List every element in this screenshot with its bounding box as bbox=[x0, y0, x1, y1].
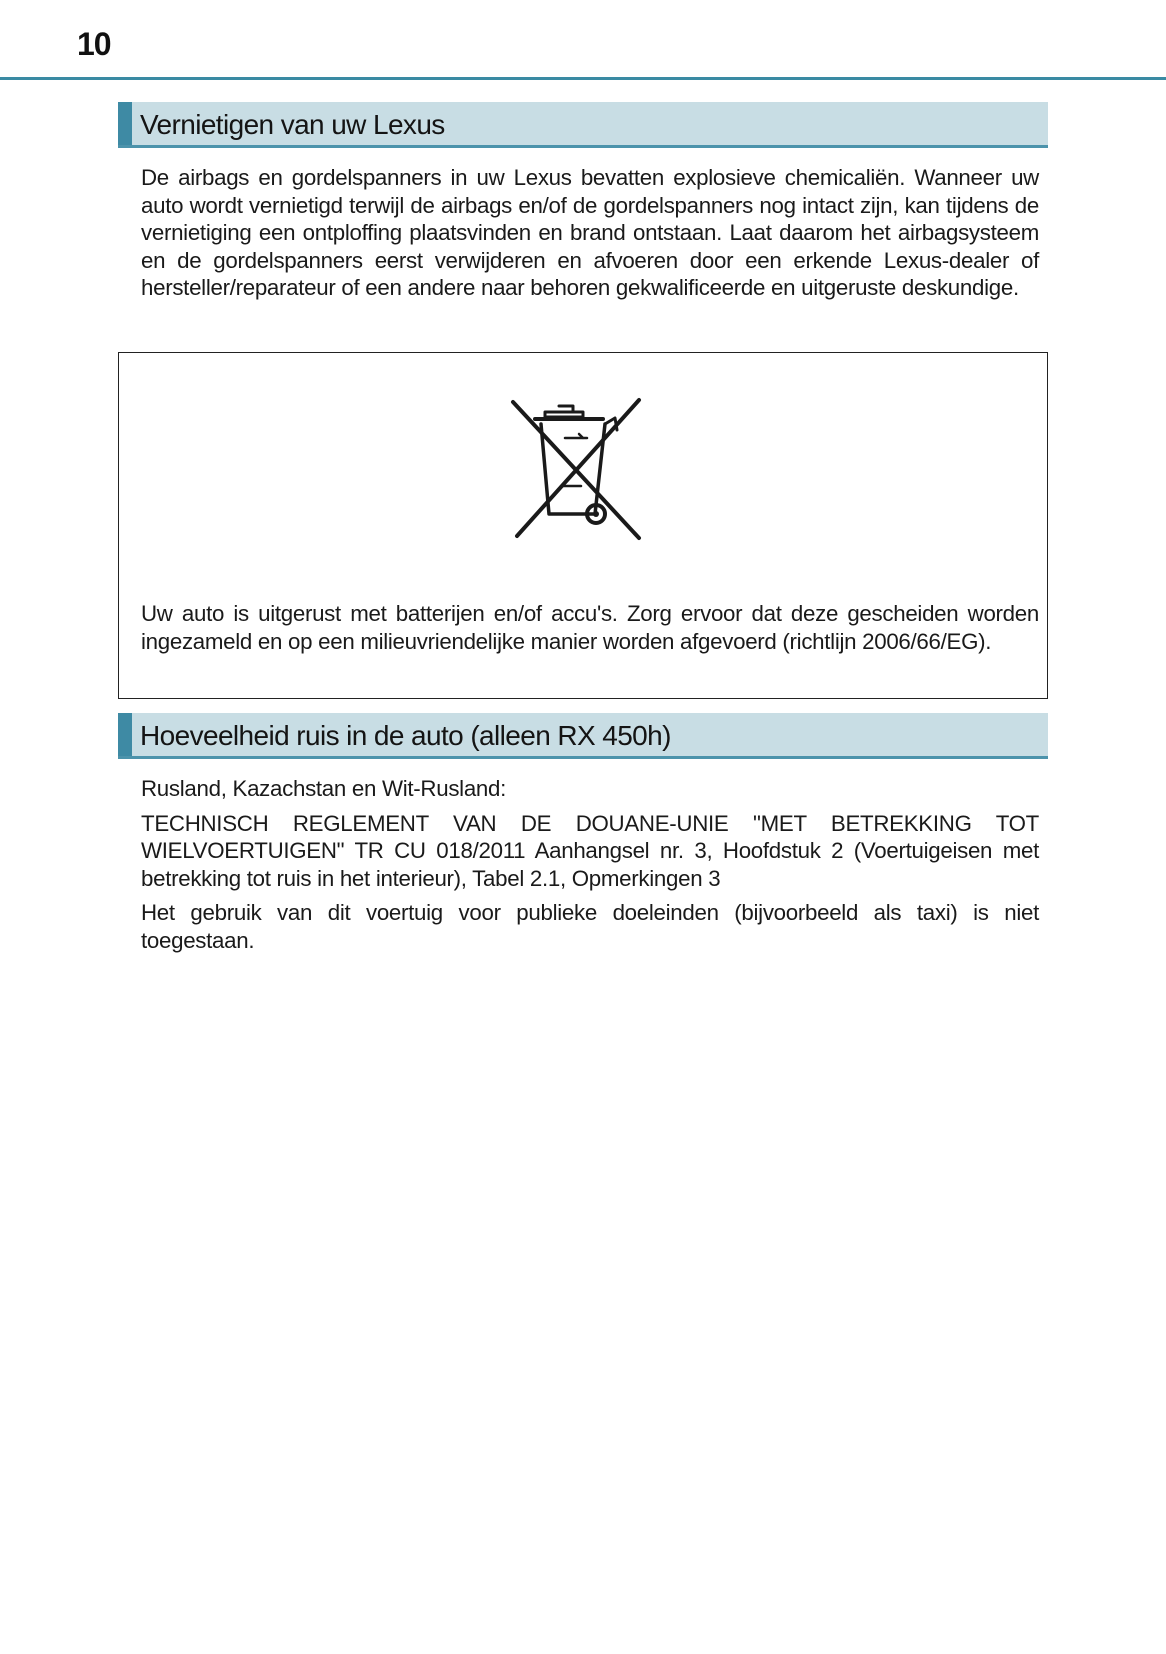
section-body bbox=[141, 775, 1039, 961]
section-header-vernietigen bbox=[118, 102, 1048, 148]
top-rule bbox=[0, 77, 1166, 80]
section-header-ruis bbox=[118, 713, 1048, 759]
header-accent-bar bbox=[118, 102, 132, 145]
header-accent-bar bbox=[118, 713, 132, 756]
page-number: 10 bbox=[77, 26, 111, 62]
section-title: Hoeveelheid ruis in de auto (alleen RX 450h) bbox=[140, 720, 671, 751]
section-paragraph: De airbags en gordelspanners in uw Lexus bevatten explosieve chemicaliën. Wanneer uw auto wordt vernietigd terwijl de airbags en/of de gordelspanners nog intact zijn, kan tijdens de vernietiging een ontploffing plaatsvinden en brand ontstaan. Laat daarom het airbagsysteem en de gordelspanners eerst verwijderen en afvoeren door een erkende Lexus-dealer of hersteller/reparateur of een andere naar behoren gekwalificeerde en uitgeruste deskundige. bbox=[141, 165, 1039, 300]
recycle-notice-text: Uw auto is uitgerust met batterijen en/of accu's. Zorg ervoor dat deze gescheiden worden ingezameld en op een milieuvriendelijke manier worden afgevoerd (richtlijn 2006/66/EG). bbox=[141, 601, 1039, 654]
region-line: Rusland, Kazachstan en Wit-Rusland: bbox=[141, 776, 507, 801]
section-title: Vernietigen van uw Lexus bbox=[140, 109, 445, 140]
usage-note: Het gebruik van dit voertuig voor publieke doeleinden (bijvoorbeeld als taxi) is niet toegestaan. bbox=[141, 900, 1039, 953]
regulation-text: TECHNISCH REGLEMENT VAN DE DOUANE-UNIE "MET BETREKKING TOT WIELVOERTUIGEN" TR CU 018/2011 Aanhangsel nr. 3, Hoofdstuk 2 (Voertuigeisen met betrekking tot ruis in het interieur), Tabel 2.1, Opmerkingen 3 bbox=[141, 810, 1039, 891]
crossed-out-wheelie-bin-icon bbox=[505, 396, 647, 546]
